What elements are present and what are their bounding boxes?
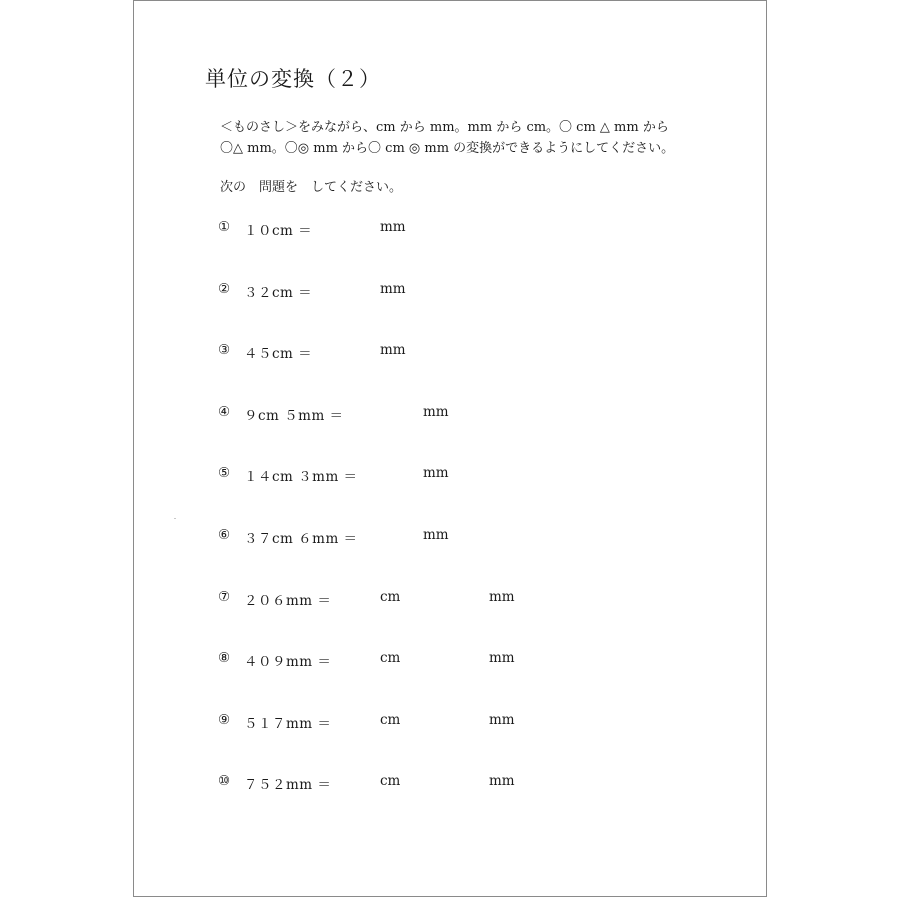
problem-number: ⑤ — [218, 465, 231, 481]
problem-expression: ２０６mm ＝ — [244, 593, 332, 609]
instruction-line-2: 〇△ mm。〇◎ mm から〇 cm ◎ mm の変換ができるようにしてください。 — [220, 141, 675, 156]
answer-unit-cm: cm — [380, 712, 401, 728]
problem-expression: ３２cm ＝ — [244, 285, 313, 301]
problem-5 — [134, 465, 768, 485]
problem-prompt: 次の 問題を してください。 — [220, 180, 403, 195]
answer-unit-mm: mm — [380, 219, 406, 235]
answer-unit-mm: mm — [489, 589, 515, 605]
answer-unit-mm: mm — [489, 773, 515, 789]
answer-unit-mm: mm — [423, 527, 449, 543]
problem-expression: １４cm ３mm ＝ — [244, 469, 358, 485]
answer-unit-mm: mm — [423, 404, 449, 420]
problem-expression: ７５２mm ＝ — [244, 777, 332, 793]
worksheet-page — [133, 0, 767, 897]
problem-10 — [134, 773, 768, 793]
problem-number: ⑥ — [218, 527, 231, 543]
answer-unit-cm: cm — [380, 589, 401, 605]
answer-unit-cm: cm — [380, 773, 401, 789]
scan-speck — [174, 518, 176, 519]
answer-unit-mm: mm — [489, 650, 515, 666]
problem-3 — [134, 342, 768, 362]
problem-number: ⑧ — [218, 650, 231, 666]
problem-expression: ４５cm ＝ — [244, 346, 313, 362]
answer-unit-mm: mm — [423, 465, 449, 481]
problem-9 — [134, 712, 768, 732]
problem-number: ⑦ — [218, 589, 231, 605]
answer-unit-mm: mm — [489, 712, 515, 728]
page-title: 単位の変換（２） — [205, 67, 381, 91]
problem-7 — [134, 589, 768, 609]
problem-expression: ４０９mm ＝ — [244, 654, 332, 670]
problem-number: ① — [218, 219, 231, 235]
problem-number: ③ — [218, 342, 231, 358]
problem-number: ④ — [218, 404, 231, 420]
problem-number: ② — [218, 281, 231, 297]
problem-number: ⑨ — [218, 712, 231, 728]
problem-expression: １０cm ＝ — [244, 223, 313, 239]
problem-expression: ３７cm ６mm ＝ — [244, 531, 358, 547]
problem-4 — [134, 404, 768, 424]
answer-unit-mm: mm — [380, 342, 406, 358]
answer-unit-mm: mm — [380, 281, 406, 297]
problem-8 — [134, 650, 768, 670]
problem-number: ⑩ — [218, 773, 231, 789]
problem-2 — [134, 281, 768, 301]
instruction-line-1: ＜ものさし＞をみながら、cm から mm。mm から cm。〇 cm △ mm から — [220, 120, 669, 135]
problem-expression: ９cm ５mm ＝ — [244, 408, 344, 424]
problem-1 — [134, 219, 768, 239]
answer-unit-cm: cm — [380, 650, 401, 666]
problem-expression: ５１７mm ＝ — [244, 716, 332, 732]
problem-6 — [134, 527, 768, 547]
